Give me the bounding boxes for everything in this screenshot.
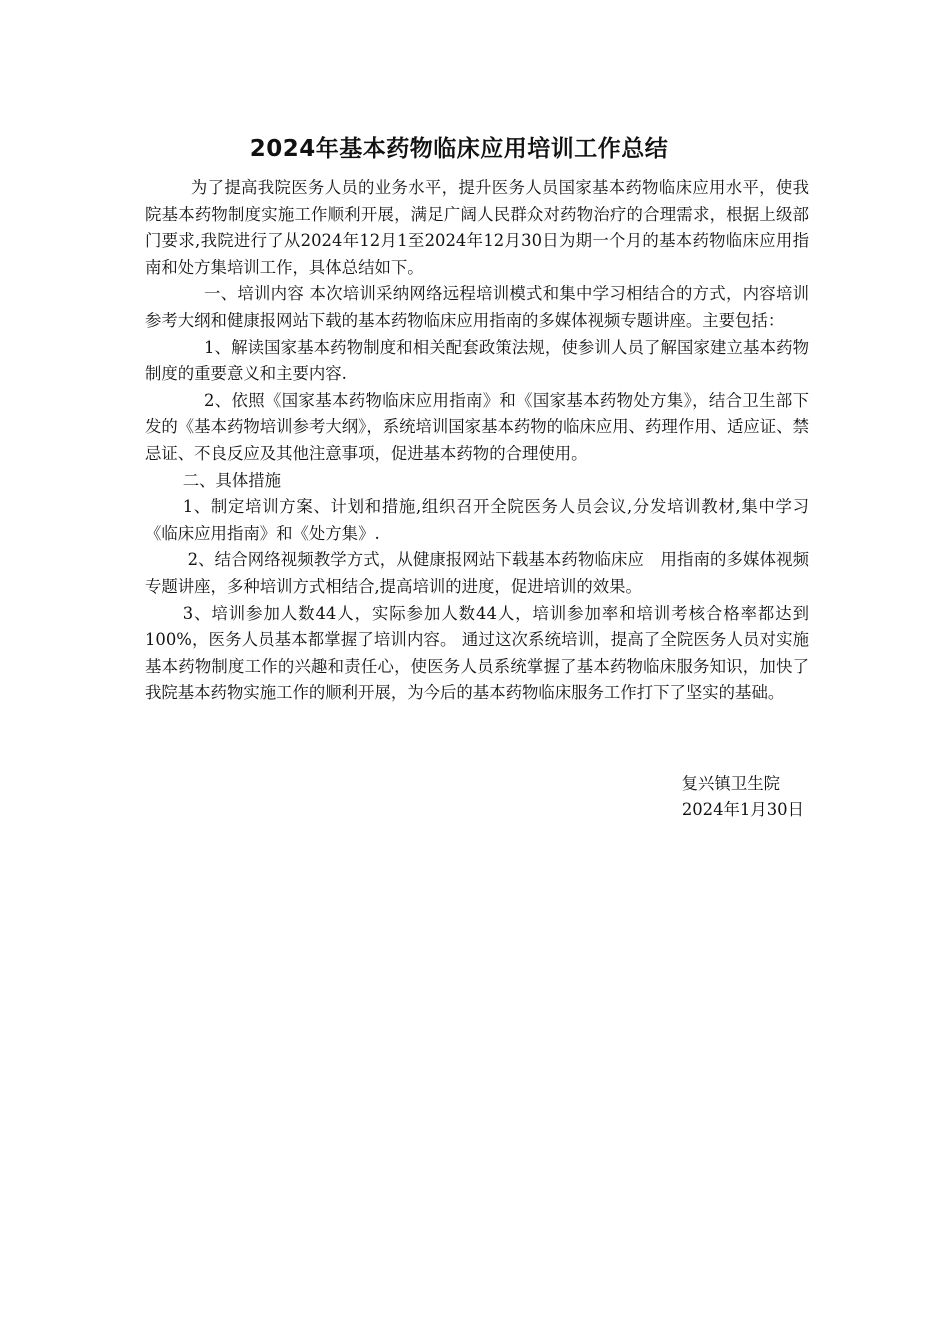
paragraph-item-2-2: 2、结合网络视频教学方式，从健康报网站下载基本药物临床应 用指南的多媒体视频专题讲座，多种培训方式相结合,提高培训的进度，促进培训的效果。 xyxy=(145,550,809,596)
signature-organization: 复兴镇卫生院 xyxy=(681,774,780,793)
paragraph-section-2: 二、具体措施 xyxy=(182,470,282,490)
paragraph-section-1: 一、培训内容 本次培训采纳网络远程培训模式和集中学习相结合的方式，内容培训参考大纲和健康报网站下载的基本药物临床应用指南的多媒体视频专题讲座。主要包括： xyxy=(145,284,809,330)
signature-date: 2024年1月30日 xyxy=(681,800,804,819)
paragraph-item-1-1: 1、解读国家基本药物制度和相关配套政策法规，使参训人员了解国家建立基本药物制度的重要意义和主要内容. xyxy=(145,337,809,384)
paragraph-intro: 为了提高我院医务人员的业务水平，提升医务人员国家基本药物临床应用水平，使我院基本药物制度实施工作顺利开展，满足广阔人民群众对药物治疗的合理需求，根据上级部门要求,我院进行了从2024年12月1至2024年12月30日为期一个月的基本药物临床应用指南和处方集培训工作，具体总结如下。 xyxy=(145,178,809,277)
document-title: 2024年基本药物临床应用培训工作总结 xyxy=(249,136,669,162)
paragraph-item-2-1: 1、制定培训方案、计划和措施,组织召开全院医务人员会议,分发培训教材,集中学习《临床应用指南》和《处方集》. xyxy=(145,497,809,543)
paragraph-item-2-3: 3、培训参加人数44人，实际参加人数44人，培训参加率和培训考核合格率都达到100%，医务人员基本都掌握了培训内容。 通过这次系统培训，提高了全院医务人员对实施基本药物制度工作的兴趣和责任心，使医务人员系统掌握了基本药物临床服务知识，加快了我院基本药物实施工作的顺利开展，为今后的基本药物临床服务工作打下了坚实的基础。 xyxy=(145,603,809,703)
paragraph-item-1-2: 2、依照《国家基本药物临床应用指南》和《国家基本药物处方集》，结合卫生部下发的《基本药物培训参考大纲》，系统培训国家基本药物的临床应用、药理作用、适应证、禁忌证、不良反应及其他注意事项，促进基本药物的合理使用。 xyxy=(145,390,809,463)
document-body xyxy=(145,175,809,707)
